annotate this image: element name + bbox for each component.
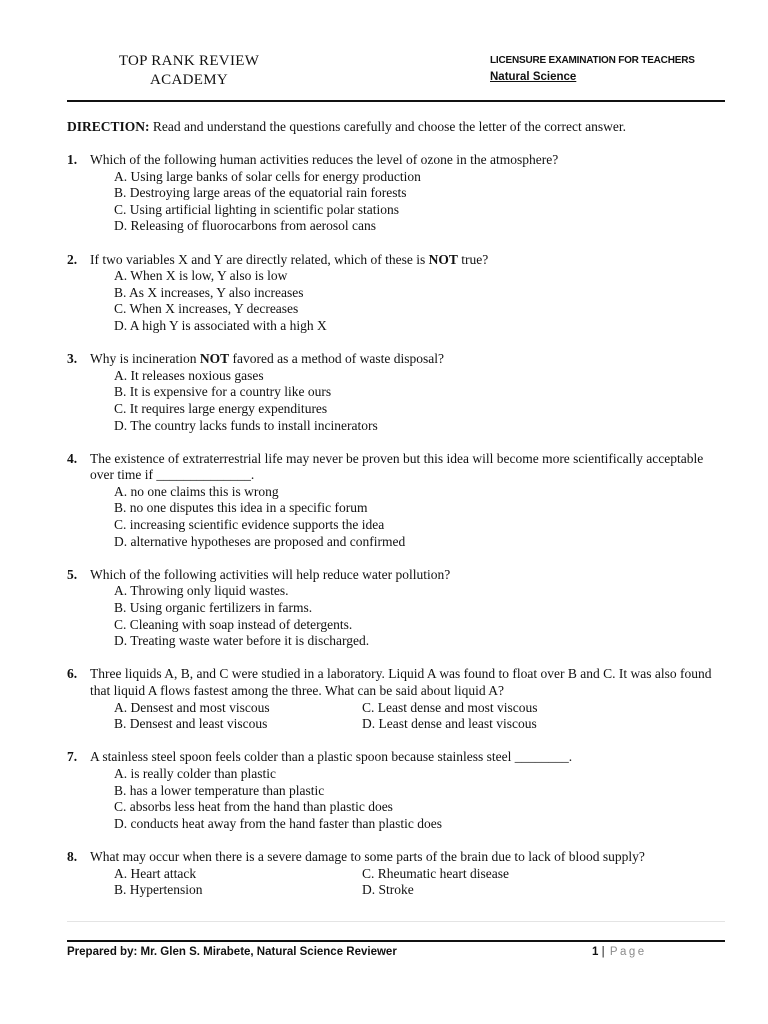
option-a: A. When X is low, Y also is low (114, 268, 288, 284)
question-6 (67, 666, 727, 732)
option-c: C. When X increases, Y decreases (114, 301, 299, 317)
option-b: B. no one disputes this idea in a specific forum (114, 500, 368, 516)
question-4 (67, 451, 727, 551)
option-a: A. Heart attack (114, 865, 197, 881)
question-number: 1. (67, 152, 78, 167)
question-text-end: true? (461, 251, 489, 267)
question-1 (67, 152, 727, 235)
question-emphasis: NOT (428, 251, 458, 267)
question-8 (67, 849, 727, 899)
option-d: D. The country lacks funds to install incinerators (114, 417, 378, 433)
option-b: B. has a lower temperature than plastic (114, 782, 325, 798)
option-d: D. A high Y is associated with a high X (114, 317, 327, 333)
question-5 (67, 567, 727, 650)
option-d: D. alternative hypotheses are proposed and confirmed (114, 533, 406, 549)
option-c: C. It requires large energy expenditures (114, 400, 328, 416)
option-b: B. It is expensive for a country like ours (114, 384, 332, 400)
question-text: What may occur when there is a severe damage to some parts of the brain due to lack of blood supply? (90, 848, 645, 864)
page-number (592, 944, 647, 960)
option-c: C. increasing scientific evidence supports the idea (114, 517, 385, 533)
question-text: Which of the following human activities reduces the level of ozone in the atmosphere? (90, 152, 559, 167)
exam-title: LICENSURE EXAMINATION FOR TEACHERS (490, 55, 695, 66)
academy-name-line1: TOP RANK REVIEW (118, 53, 260, 69)
option-a: A. is really colder than plastic (114, 765, 276, 781)
option-a: A. no one claims this is wrong (114, 483, 279, 499)
option-d: D. Releasing of fluorocarbons from aerosol cans (114, 218, 377, 234)
question-3 (67, 351, 727, 434)
option-a: A. Throwing only liquid wastes. (114, 583, 289, 599)
option-b: B. Using organic fertilizers in farms. (114, 600, 313, 616)
option-c: C. Cleaning with soap instead of detergents. (114, 616, 353, 632)
option-c: C. Rheumatic heart disease (362, 865, 509, 881)
exam-header (490, 54, 695, 86)
question-list (67, 152, 727, 915)
direction-label: DIRECTION: (67, 119, 150, 134)
question-text (90, 252, 727, 269)
question-text: A stainless steel spoon feels colder than a plastic spoon because stainless steel ________. (90, 749, 573, 765)
prepared-by: Prepared by: Mr. Glen S. Mirabete, Natural Science Reviewer (67, 946, 397, 958)
question-number: 8. (67, 848, 78, 864)
question-text-start: If two variables X and Y are directly related, which of these is (90, 251, 426, 267)
question-number: 5. (67, 566, 78, 582)
option-c: C. Least dense and most viscous (362, 699, 538, 715)
question-text: Which of the following activities will help reduce water pollution? (90, 566, 451, 582)
option-b: B. Destroying large areas of the equatorial rain forests (114, 185, 407, 201)
question-text-start: Why is incineration (90, 351, 197, 367)
question-text: Three liquids A, B, and C were studied in a laboratory. Liquid A was found to float over B and C. It was also found that liquid A flows fastest among the three. What can be said about liquid A? (90, 666, 712, 698)
question-text-end: favored as a method of waste disposal? (232, 351, 444, 367)
page-number-value: 1 (592, 946, 599, 958)
option-b: B. Hypertension (114, 882, 203, 898)
question-number: 7. (67, 749, 78, 765)
option-a: A. It releases noxious gases (114, 367, 264, 383)
page-separator: | (601, 946, 605, 958)
question-7 (67, 749, 727, 832)
option-a: A. Densest and most viscous (114, 699, 270, 715)
option-c: C. Using artificial lighting in scientific polar stations (114, 201, 399, 217)
direction (67, 119, 727, 135)
footer-divider (67, 940, 725, 942)
footer-faint-divider (67, 921, 725, 922)
option-d: D. Treating waste water before it is discharged. (114, 633, 370, 649)
academy-name-line2: ACADEMY (150, 72, 228, 88)
option-d: D. conducts heat away from the hand faster than plastic does (114, 815, 443, 831)
question-text (90, 351, 727, 368)
option-b: B. Densest and least viscous (114, 716, 268, 732)
direction-text: Read and understand the questions carefully and choose the letter of the correct answer. (152, 119, 626, 134)
question-number: 3. (67, 351, 78, 367)
option-d: D. Stroke (362, 882, 414, 898)
question-text: The existence of extraterrestrial life may never be proven but this idea will become more scientifically acceptable over time if ______________. (90, 450, 704, 483)
option-a: A. Using large banks of solar cells for energy production (114, 168, 421, 184)
option-c: C. absorbs less heat from the hand than plastic does (114, 799, 393, 815)
question-number: 2. (67, 251, 78, 267)
page-label: Page (609, 946, 647, 958)
academy-name (104, 52, 274, 90)
question-emphasis: NOT (199, 351, 230, 367)
option-d: D. Least dense and least viscous (362, 716, 537, 732)
option-b: B. As X increases, Y also increases (114, 284, 304, 300)
question-number: 6. (67, 666, 78, 682)
question-number: 4. (67, 450, 78, 466)
header-divider (67, 100, 725, 102)
subject-title: Natural Science (490, 71, 577, 83)
question-2 (67, 252, 727, 335)
